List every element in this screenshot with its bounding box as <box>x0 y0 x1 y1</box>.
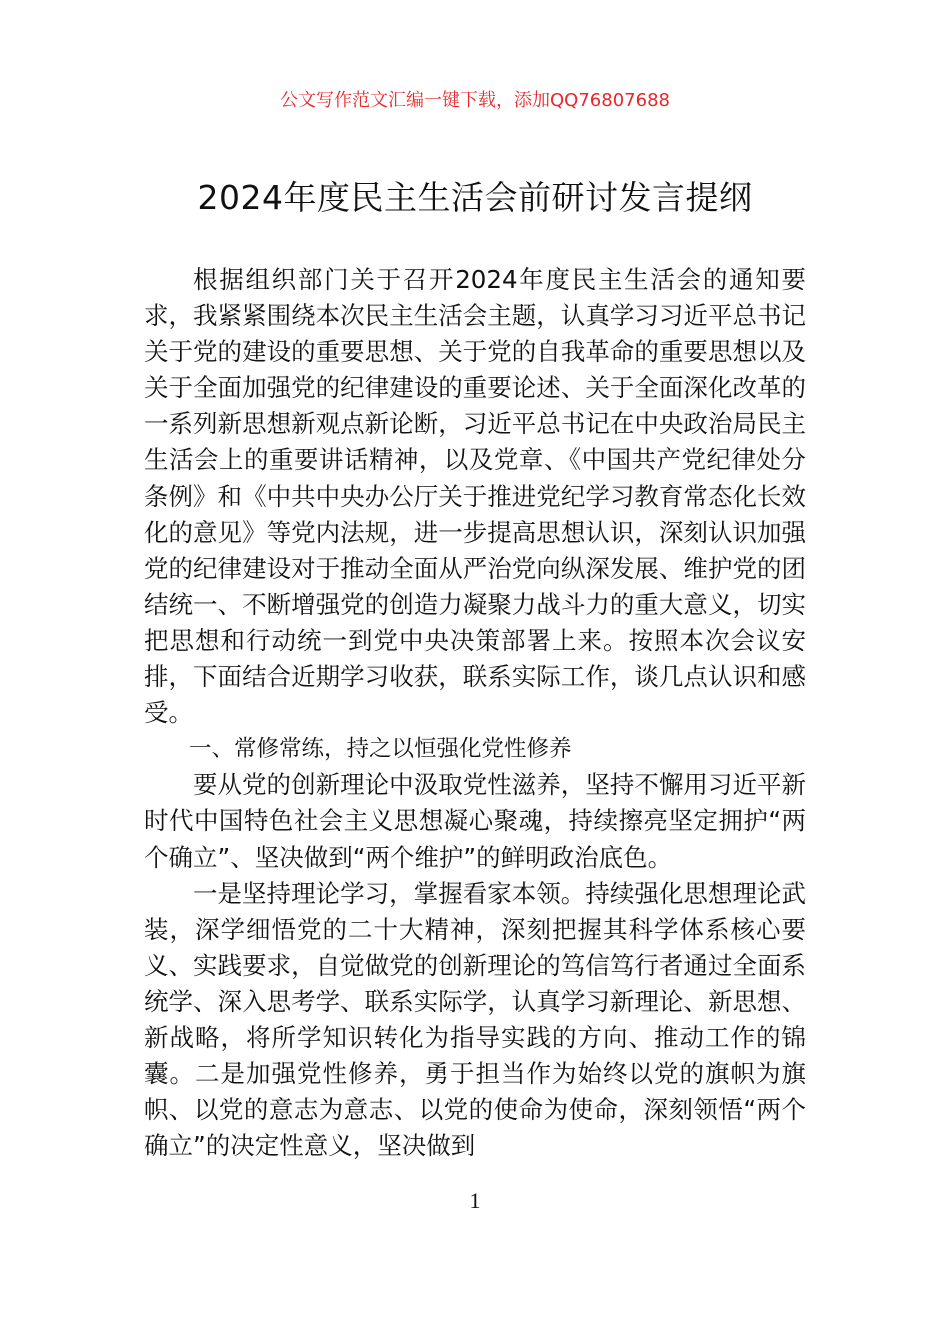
section-paragraph: 一是坚持理论学习，掌握看家本领。持续强化思想理论武装，深学细悟党的二十大精神，深刻把握其科学体系核心要义、实践要求，自觉做党的创新理论的笃信笃行者通过全面系统学、深入思考学、联系实际学，认真学习新理论、新思想、新战略，将所学知识转化为指导实践的方向、推动工作的锦囊。二是加强党性修养，勇于担当作为始终以党的旗帜为旗帜、以党的意志为意志、以党的使命为使命，深刻领悟“两个确立”的决定性意义，坚决做到 <box>144 878 806 1161</box>
document-title: 2024年度民主生活会前研讨发言提纲 <box>197 178 753 217</box>
section-heading: 一、常修常练，持之以恒强化党性修养 <box>189 736 572 763</box>
intro-paragraph: 根据组织部门关于召开2024年度民主生活会的通知要求，我紧紧围绕本次民主生活会主题，认真学习习近平总书记关于党的建设的重要思想、关于党的自我革命的重要思想以及关于全面加强党的纪律建设的重要论述、关于全面深化改革的一系列新思想新观点新论断，习近平总书记在中央政治局民主生活会上的重要讲话精神，以及党章、《中国共产党纪律处分条例》和《中共中央办公厅关于推进党纪学习教育常态化长效化的意见》等党内法规，进一步提高思想认识，深刻认识加强党的纪律建设对于推动全面从严治党向纵深发展、维护党的团结统一、不断增强党的创造力凝聚力战斗力的重大意义，切实把思想和行动统一到党中央决策部署上来。按照本次会议安排，下面结合近期学习收获，联系实际工作，谈几点认识和感受。 <box>144 265 806 728</box>
page-number: 1 <box>469 1188 481 1213</box>
section-paragraph: 要从党的创新理论中汲取党性滋养，坚持不懈用习近平新时代中国特色社会主义思想凝心聚魂，持续擦亮坚定拥护“两个确立”、坚决做到“两个维护”的鲜明政治底色。 <box>144 770 806 872</box>
download-banner[interactable]: 公文写作范文汇编一键下载，添加QQ76807688 <box>280 90 670 111</box>
document-body <box>144 262 806 1164</box>
